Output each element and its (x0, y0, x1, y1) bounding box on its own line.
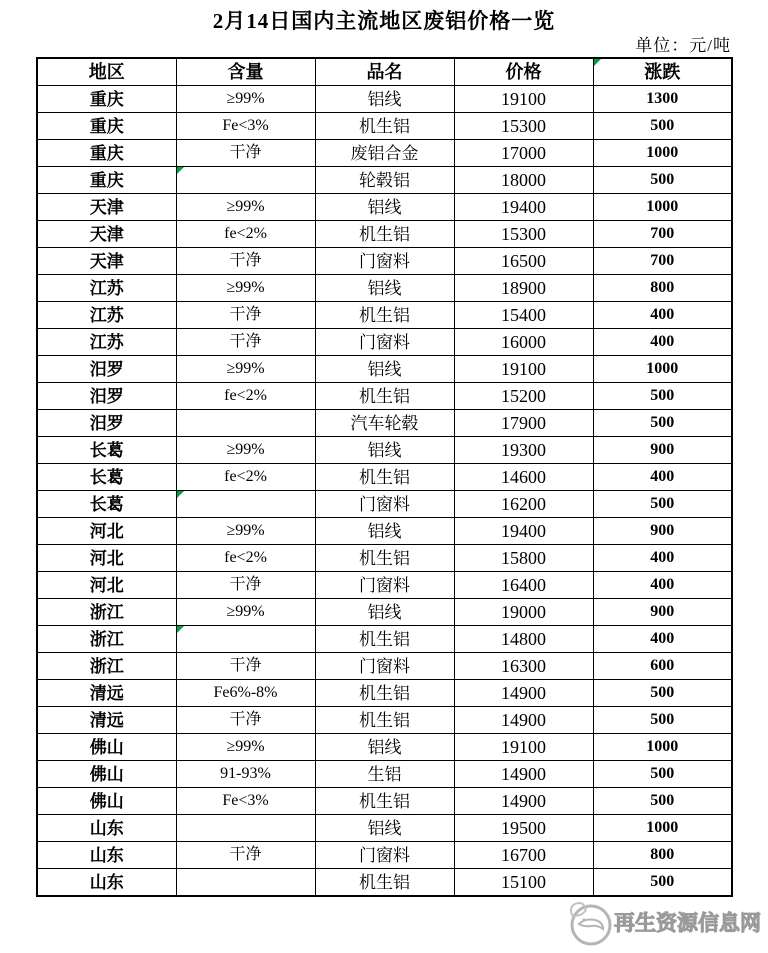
cell-price: 19300 (454, 437, 593, 464)
cell-product: 铝线 (315, 734, 454, 761)
cell-content: 干净 (176, 707, 315, 734)
cell-content: ≥99% (176, 734, 315, 761)
cell-change: 1300 (593, 86, 732, 113)
cell-content: 干净 (176, 653, 315, 680)
table-row (37, 410, 732, 437)
table-row (37, 680, 732, 707)
cell-price: 19100 (454, 734, 593, 761)
cell-product: 生铝 (315, 761, 454, 788)
cell-region: 重庆 (37, 140, 176, 167)
table-row (37, 194, 732, 221)
table-row (37, 761, 732, 788)
table-row (37, 653, 732, 680)
table-row (37, 437, 732, 464)
cell-product: 机生铝 (315, 113, 454, 140)
cell-content: ≥99% (176, 437, 315, 464)
cell-product: 机生铝 (315, 869, 454, 897)
cell-product: 废铝合金 (315, 140, 454, 167)
cell-change: 500 (593, 788, 732, 815)
cell-product: 铝线 (315, 194, 454, 221)
cell-product: 铝线 (315, 356, 454, 383)
cell-content: 干净 (176, 329, 315, 356)
cell-product: 门窗料 (315, 329, 454, 356)
cell-product: 机生铝 (315, 707, 454, 734)
cell-content (176, 869, 315, 897)
cell-error-marker-icon (177, 491, 184, 498)
cell-region: 清远 (37, 680, 176, 707)
cell-region: 山东 (37, 842, 176, 869)
col-header-content: 含量 (176, 58, 315, 86)
cell-content: ≥99% (176, 518, 315, 545)
cell-price: 19400 (454, 518, 593, 545)
cell-content: fe<2% (176, 464, 315, 491)
cell-region: 天津 (37, 194, 176, 221)
table-row (37, 86, 732, 113)
col-header-region: 地区 (37, 58, 176, 86)
cell-region: 天津 (37, 221, 176, 248)
cell-price: 16200 (454, 491, 593, 518)
table-row (37, 626, 732, 653)
table-row (37, 545, 732, 572)
cell-error-marker-icon (594, 59, 601, 66)
cell-product: 门窗料 (315, 842, 454, 869)
cell-product: 机生铝 (315, 626, 454, 653)
cell-price: 16400 (454, 572, 593, 599)
cell-product: 铝线 (315, 815, 454, 842)
cell-product: 机生铝 (315, 302, 454, 329)
table-row (37, 113, 732, 140)
cell-region: 汨罗 (37, 356, 176, 383)
page-title: 2月14日国内主流地区废铝价格一览 (212, 9, 556, 33)
cell-change: 400 (593, 626, 732, 653)
cell-change: 600 (593, 653, 732, 680)
table-row (37, 572, 732, 599)
cell-price: 15300 (454, 221, 593, 248)
cell-change: 500 (593, 869, 732, 897)
cell-product: 汽车轮毂 (315, 410, 454, 437)
cell-change: 500 (593, 491, 732, 518)
cell-content (176, 491, 315, 518)
cell-change: 900 (593, 437, 732, 464)
cell-content (176, 167, 315, 194)
cell-change: 1000 (593, 815, 732, 842)
table-row (37, 707, 732, 734)
cell-price: 14600 (454, 464, 593, 491)
cell-price: 17900 (454, 410, 593, 437)
cell-change: 700 (593, 221, 732, 248)
table-row (37, 356, 732, 383)
table-row (37, 491, 732, 518)
cell-content: ≥99% (176, 275, 315, 302)
cell-change: 1000 (593, 140, 732, 167)
cell-content: 干净 (176, 572, 315, 599)
cell-error-marker-icon (177, 167, 184, 174)
table-header-row (37, 58, 732, 86)
cell-content: Fe<3% (176, 788, 315, 815)
cell-content (176, 410, 315, 437)
cell-content: 干净 (176, 140, 315, 167)
cell-change: 1000 (593, 356, 732, 383)
cell-price: 14800 (454, 626, 593, 653)
cell-change: 400 (593, 329, 732, 356)
cell-product: 铝线 (315, 86, 454, 113)
cell-change: 500 (593, 680, 732, 707)
cell-change: 800 (593, 275, 732, 302)
table-row (37, 140, 732, 167)
cell-product: 机生铝 (315, 464, 454, 491)
cell-price: 18000 (454, 167, 593, 194)
cell-region: 江苏 (37, 275, 176, 302)
table-row (37, 275, 732, 302)
cell-region: 重庆 (37, 113, 176, 140)
cell-product: 机生铝 (315, 680, 454, 707)
cell-price: 19000 (454, 599, 593, 626)
table-row (37, 734, 732, 761)
cell-product: 门窗料 (315, 248, 454, 275)
cell-content: 干净 (176, 302, 315, 329)
col-header-product: 品名 (315, 58, 454, 86)
cell-region: 浙江 (37, 599, 176, 626)
cell-price: 17000 (454, 140, 593, 167)
cell-change: 500 (593, 113, 732, 140)
cell-region: 浙江 (37, 653, 176, 680)
cell-content: ≥99% (176, 86, 315, 113)
cell-change: 500 (593, 707, 732, 734)
cell-product: 铝线 (315, 437, 454, 464)
cell-region: 长葛 (37, 464, 176, 491)
cell-content: Fe6%-8% (176, 680, 315, 707)
cell-content (176, 815, 315, 842)
table-row (37, 788, 732, 815)
cell-price: 14900 (454, 680, 593, 707)
cell-content: 干净 (176, 248, 315, 275)
cell-region: 重庆 (37, 86, 176, 113)
cell-content: fe<2% (176, 545, 315, 572)
cell-price: 19500 (454, 815, 593, 842)
cell-region: 长葛 (37, 437, 176, 464)
cell-product: 铝线 (315, 518, 454, 545)
cell-product: 铝线 (315, 275, 454, 302)
cell-region: 佛山 (37, 788, 176, 815)
cell-region: 江苏 (37, 329, 176, 356)
col-header-price: 价格 (454, 58, 593, 86)
cell-product: 机生铝 (315, 545, 454, 572)
cell-price: 15300 (454, 113, 593, 140)
table-row (37, 869, 732, 897)
table-row (37, 302, 732, 329)
cell-change: 400 (593, 302, 732, 329)
cell-price: 16700 (454, 842, 593, 869)
cell-change: 1000 (593, 194, 732, 221)
cell-change: 900 (593, 518, 732, 545)
cell-price: 16500 (454, 248, 593, 275)
cell-product: 门窗料 (315, 653, 454, 680)
cell-change: 1000 (593, 734, 732, 761)
cell-region: 河北 (37, 518, 176, 545)
cell-product: 门窗料 (315, 572, 454, 599)
cell-change: 400 (593, 572, 732, 599)
cell-change: 500 (593, 383, 732, 410)
cell-change: 500 (593, 167, 732, 194)
table-row (37, 329, 732, 356)
table-row (37, 221, 732, 248)
cell-region: 佛山 (37, 734, 176, 761)
cell-region: 汨罗 (37, 383, 176, 410)
cell-content: ≥99% (176, 356, 315, 383)
table-row (37, 599, 732, 626)
cell-product: 门窗料 (315, 491, 454, 518)
cell-price: 19100 (454, 356, 593, 383)
cell-content: 91-93% (176, 761, 315, 788)
cell-change: 400 (593, 545, 732, 572)
cell-error-marker-icon (177, 626, 184, 633)
cell-product: 机生铝 (315, 788, 454, 815)
cell-price: 15100 (454, 869, 593, 897)
cell-content: Fe<3% (176, 113, 315, 140)
cell-content: ≥99% (176, 599, 315, 626)
watermark-text: 再生资源信息网 (614, 912, 761, 935)
price-table (36, 57, 733, 897)
recycle-circle-logo-icon (565, 898, 613, 948)
table-row (37, 518, 732, 545)
cell-content (176, 626, 315, 653)
cell-product: 机生铝 (315, 383, 454, 410)
cell-price: 15200 (454, 383, 593, 410)
cell-change: 500 (593, 410, 732, 437)
cell-change: 800 (593, 842, 732, 869)
cell-region: 浙江 (37, 626, 176, 653)
table-row (37, 248, 732, 275)
cell-content: fe<2% (176, 221, 315, 248)
cell-region: 山东 (37, 815, 176, 842)
cell-price: 19400 (454, 194, 593, 221)
cell-region: 江苏 (37, 302, 176, 329)
cell-region: 清远 (37, 707, 176, 734)
cell-region: 山东 (37, 869, 176, 897)
cell-content: 干净 (176, 842, 315, 869)
cell-change: 900 (593, 599, 732, 626)
cell-region: 重庆 (37, 167, 176, 194)
cell-price: 15800 (454, 545, 593, 572)
cell-region: 河北 (37, 572, 176, 599)
cell-change: 500 (593, 761, 732, 788)
table-row (37, 815, 732, 842)
cell-change: 400 (593, 464, 732, 491)
table-body (37, 86, 732, 897)
cell-price: 16000 (454, 329, 593, 356)
table-row (37, 464, 732, 491)
cell-product: 铝线 (315, 599, 454, 626)
cell-price: 14900 (454, 788, 593, 815)
cell-product: 机生铝 (315, 221, 454, 248)
table-row (37, 842, 732, 869)
cell-region: 河北 (37, 545, 176, 572)
cell-price: 18900 (454, 275, 593, 302)
cell-price: 14900 (454, 707, 593, 734)
cell-region: 佛山 (37, 761, 176, 788)
cell-region: 天津 (37, 248, 176, 275)
cell-content: fe<2% (176, 383, 315, 410)
cell-change: 700 (593, 248, 732, 275)
cell-product: 轮毂铝 (315, 167, 454, 194)
cell-region: 汨罗 (37, 410, 176, 437)
unit-label: 单位：元/吨 (635, 36, 731, 55)
cell-price: 16300 (454, 653, 593, 680)
cell-price: 19100 (454, 86, 593, 113)
table-row (37, 383, 732, 410)
table-row (37, 167, 732, 194)
cell-price: 15400 (454, 302, 593, 329)
col-header-change: 涨跌 (593, 58, 732, 86)
watermark (560, 893, 768, 953)
cell-content: ≥99% (176, 194, 315, 221)
cell-price: 14900 (454, 761, 593, 788)
cell-region: 长葛 (37, 491, 176, 518)
